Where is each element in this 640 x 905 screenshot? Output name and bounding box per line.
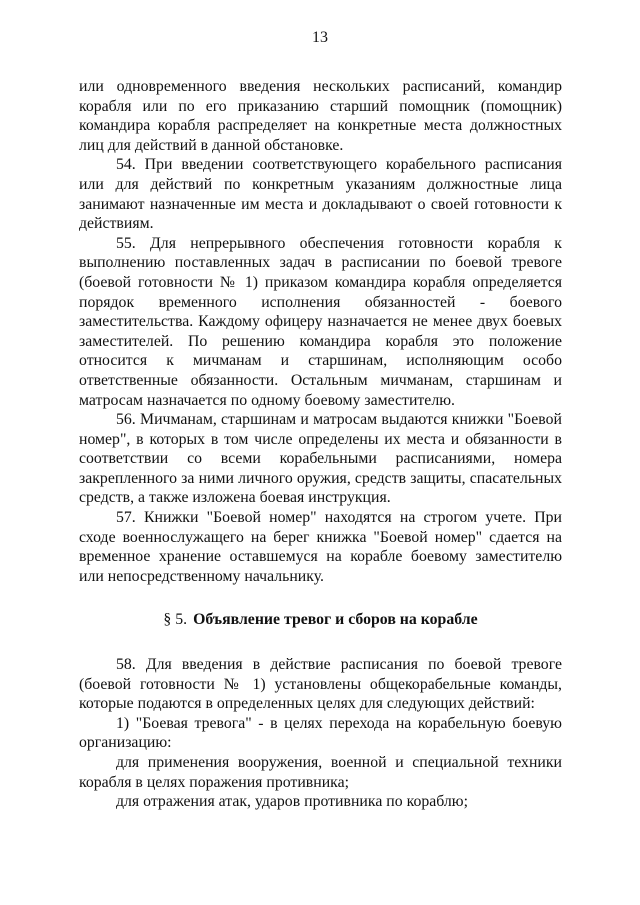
paragraph-55: 55. Для непрерывного обеспечения готовности корабля к выполнению поставленных задач в расписании по боевой тревоге (боевой готовности № 1) приказом командира корабля определяется порядок временного исполнения обязанностей - боевого заместительства. Каждому офицеру назначается не менее двух боевых заместителей. По решению командира корабля это положение относится к мичманам и старшинам, исполняющим особо ответственные обязанности. Остальным мичманам, старшинам и матросам назначается по одному боевому заместителю.: [79, 234, 562, 409]
list-subitem-repel-attacks: для отражения атак, ударов противника по кораблю;: [116, 793, 468, 811]
paragraph-56: 56. Мичманам, старшинам и матросам выдаются книжки "Боевой номер", в которых в том числе определены их места и обязанности в соответствии со всеми корабельными расписаниями, номера закрепленного за ними личного оружия, средств защиты, спасательных средств, а также изложена боевая инструкция.: [79, 411, 562, 507]
paragraph-57: 57. Книжки "Боевой номер" находятся на строгом учете. При сходе военнослужащего на берег книжка "Боевой номер" сдается на временное хранение оставшемуся на корабле боевому заместителю или непосредственному начальнику.: [79, 509, 562, 585]
list-subitem-weapons: для применения вооружения, военной и специальной техники корабля в целях поражения противника;: [79, 754, 562, 791]
page-number: 13: [312, 29, 328, 46]
paragraph-58: 58. Для введения в действие расписания по боевой тревоге (боевой готовности № 1) установлены общекорабельные команды, которые подаются в определенных целях для следующих действий:: [79, 656, 562, 713]
list-item-combat-alarm: 1) "Боевая тревога" - в целях перехода на корабельную боевую организацию:: [79, 714, 562, 752]
section-title: Объявление тревог и сборов на корабле: [193, 611, 478, 629]
section-number: § 5.: [163, 611, 188, 629]
section-heading: [79, 610, 562, 630]
document-body: [79, 77, 562, 812]
paragraph-continuation: или одновременного введения нескольких расписаний, командир корабля или по его приказанию старший помощник (помощник) командира корабля распределяет на конкретные места должностных лиц для действий в данной обстановке.: [79, 78, 562, 154]
paragraph-54: 54. При введении соответствующего корабельного расписания или для действий по конкретным указаниям должностные лица занимают назначенные им места и докладывают о своей готовности к действиям.: [79, 156, 562, 233]
